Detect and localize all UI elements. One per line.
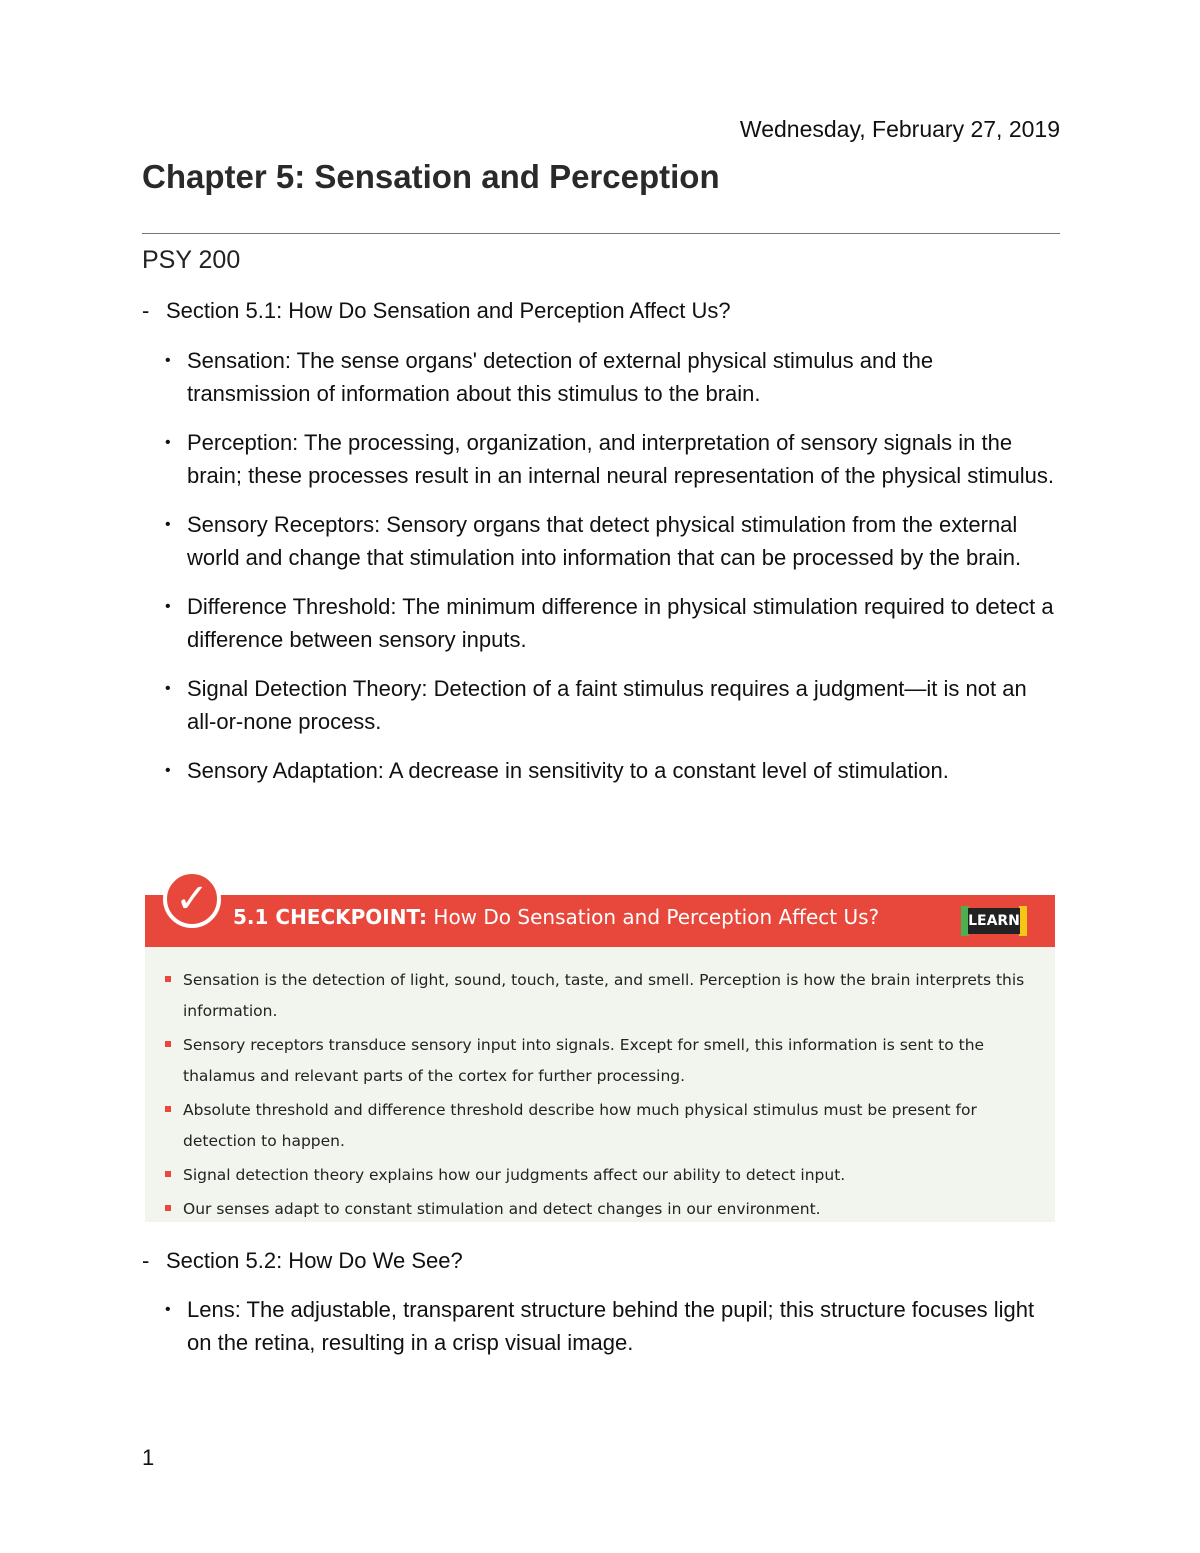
- section-5-1-list: [165, 344, 1060, 803]
- list-item: [165, 590, 1060, 656]
- section-5-2-list: [165, 1293, 1060, 1375]
- bullet-icon: •: [165, 352, 171, 369]
- checkpoint-item: [165, 1095, 1035, 1157]
- section-heading-text: Section 5.1: How Do Sensation and Perception Affect Us?: [166, 298, 731, 323]
- square-bullet-icon: [165, 1106, 171, 1112]
- title-divider: [142, 233, 1060, 234]
- badge-label: LEARN: [968, 908, 1020, 934]
- bullet-icon: •: [165, 516, 171, 533]
- checkpoint-item-text: Our senses adapt to constant stimulation and detect changes in our environment.: [183, 1200, 821, 1218]
- checkpoint-item: [165, 1160, 1035, 1191]
- list-item-text: Sensation: The sense organs' detection of external physical stimulus and the transmission of information about this stimulus to the brain.: [187, 348, 934, 406]
- square-bullet-icon: [165, 1041, 171, 1047]
- checkpoint-list: [145, 947, 1055, 1225]
- checkpoint-item: [165, 1030, 1035, 1092]
- page-number: 1: [142, 1445, 155, 1470]
- bullet-icon: •: [165, 762, 171, 779]
- bullet-icon: •: [165, 680, 171, 697]
- course-code: PSY 200: [142, 246, 241, 274]
- checkpoint-title-text: How Do Sensation and Perception Affect Us?: [433, 905, 880, 929]
- list-item: [165, 508, 1060, 574]
- checkpoint-body: [145, 947, 1055, 1222]
- bullet-icon: •: [165, 1301, 171, 1318]
- list-item-text: Sensory Receptors: Sensory organs that detect physical stimulation from the external world and change that stimulation into information that can be processed by the brain.: [187, 512, 1022, 570]
- checkpoint-item: [165, 965, 1035, 1027]
- list-item: [165, 754, 1060, 787]
- list-item: [165, 426, 1060, 492]
- badge-stripe: [1019, 906, 1027, 936]
- list-item: [165, 1293, 1060, 1359]
- checkmark-icon: ✓: [163, 870, 221, 928]
- square-bullet-icon: [165, 1171, 171, 1177]
- bullet-icon: •: [165, 598, 171, 615]
- square-bullet-icon: [165, 1205, 171, 1211]
- page-title: Chapter 5: Sensation and Perception: [142, 158, 720, 195]
- checkpoint-title: [233, 905, 879, 929]
- checkpoint-item: [165, 1194, 1035, 1225]
- list-item: [165, 672, 1060, 738]
- document-date: Wednesday, February 27, 2019: [739, 116, 1060, 142]
- bullet-icon: •: [165, 434, 171, 451]
- checkpoint-label: 5.1 CHECKPOINT:: [233, 905, 428, 929]
- checkpoint-item-text: Sensation is the detection of light, sound, touch, taste, and smell. Perception is how the brain interprets this information.: [183, 971, 1025, 1020]
- checkpoint-item-text: Absolute threshold and difference threshold describe how much physical stimulus must be present for detection to happen.: [183, 1101, 977, 1150]
- section-heading-5-1: [142, 298, 731, 324]
- section-heading-text: Section 5.2: How Do We See?: [166, 1248, 463, 1273]
- checkpoint-box: [145, 870, 1055, 1222]
- list-item-text: Sensory Adaptation: A decrease in sensitivity to a constant level of stimulation.: [187, 758, 949, 783]
- list-item-text: Lens: The adjustable, transparent structure behind the pupil; this structure focuses light on the retina, resulting in a crisp visual image.: [187, 1297, 1035, 1355]
- list-item: [165, 344, 1060, 410]
- list-item-text: Perception: The processing, organization, and interpretation of sensory signals in the brain; these processes result in an internal neural representation of the physical stimulus.: [187, 430, 1055, 488]
- section-heading-5-2: [142, 1248, 463, 1274]
- square-bullet-icon: [165, 976, 171, 982]
- dash-marker: -: [142, 298, 150, 323]
- dash-marker: -: [142, 1248, 150, 1273]
- list-item-text: Difference Threshold: The minimum difference in physical stimulation required to detect a difference between sensory inputs.: [187, 594, 1054, 652]
- learn-badge: [961, 906, 1027, 936]
- checkpoint-item-text: Signal detection theory explains how our judgments affect our ability to detect input.: [183, 1166, 846, 1184]
- list-item-text: Signal Detection Theory: Detection of a faint stimulus requires a judgment—it is not an all-or-none process.: [187, 676, 1027, 734]
- checkpoint-item-text: Sensory receptors transduce sensory input into signals. Except for smell, this information is sent to the thalamus and relevant parts of the cortex for further processing.: [183, 1036, 985, 1085]
